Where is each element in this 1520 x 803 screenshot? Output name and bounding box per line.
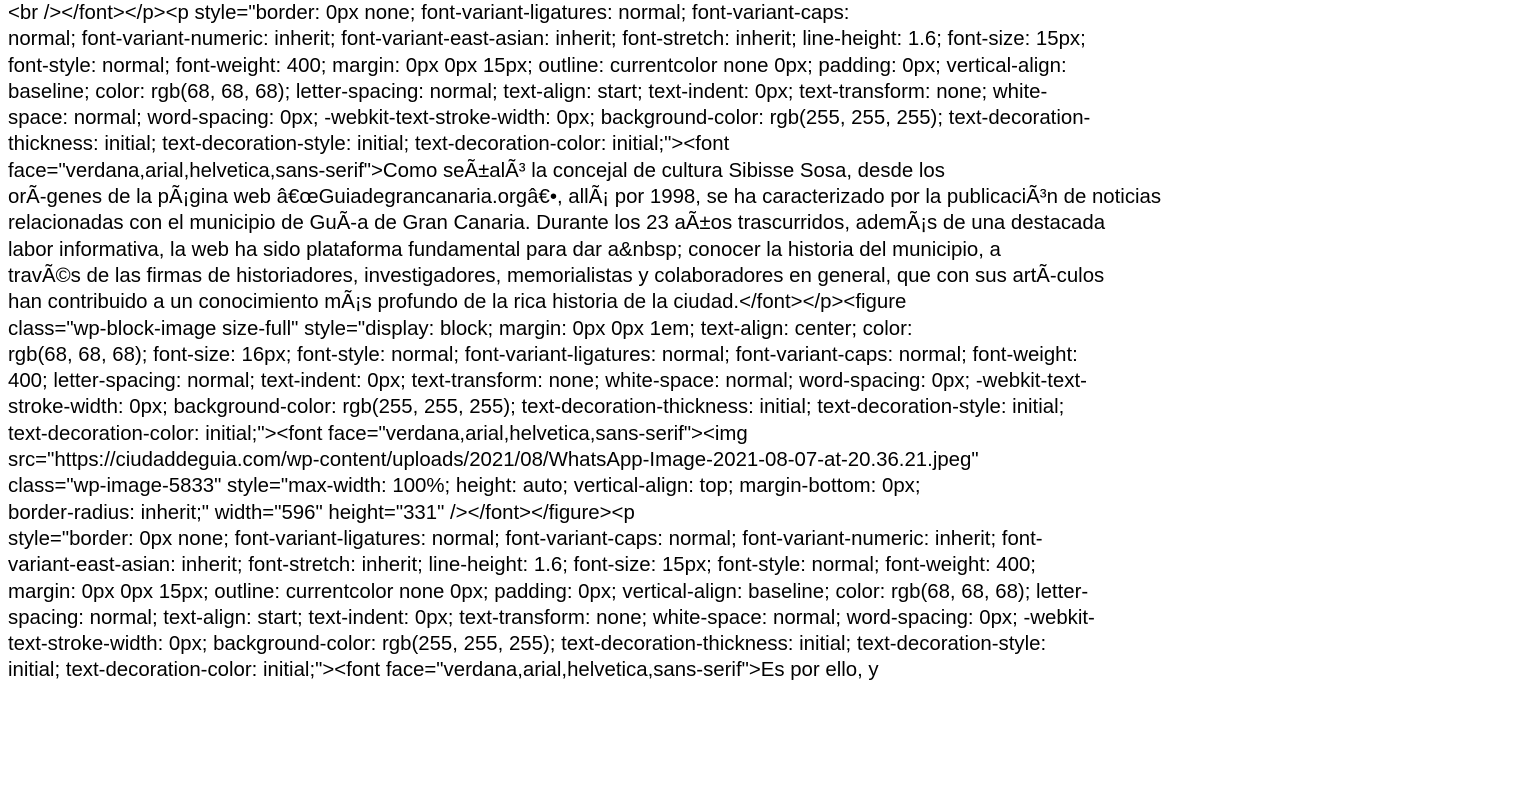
raw-html-source-text xyxy=(8,0,1520,684)
text-line: orÃ-genes de la pÃ¡gina web â€œGuiadegrancanaria.orgâ€•, allÃ¡ por 1998, se ha caracterizado por la publicaciÃ³n de noticias xyxy=(8,186,1162,209)
text-line: thickness: initial; text-decoration-style: initial; text-decoration-color: initial;"><font xyxy=(8,133,730,156)
text-line: border-radius: inherit;" width="596" height="331" /></font></figure><p xyxy=(8,501,635,524)
text-line: <br /></font></p><p style="border: 0px none; font-variant-ligatures: normal; font-variant-caps: xyxy=(8,2,850,24)
text-line: travÃ©s de las firmas de historiadores, investigadores, memorialistas y colaboradores en general, que con sus artÃ-culos xyxy=(8,264,1105,287)
text-line: src="https://ciudaddeguia.com/wp-content/uploads/2021/08/WhatsApp-Image-2021-08-07-at-20.36.21.jpeg" xyxy=(8,449,979,472)
text-line: variant-east-asian: inherit; font-stretch: inherit; line-height: 1.6; font-size: 15px; font-style: normal; font-weight: 400; xyxy=(8,554,1036,577)
text-line: style="border: 0px none; font-variant-ligatures: normal; font-variant-caps: normal; font-variant-numeric: inherit; font- xyxy=(8,527,1043,550)
text-line: labor informativa, la web ha sido plataforma fundamental para dar a&nbsp; conocer la historia del municipio, a xyxy=(8,238,1001,261)
text-line: 400; letter-spacing: normal; text-indent: 0px; text-transform: none; white-space: normal; word-spacing: 0px; -webkit-text- xyxy=(8,370,1087,393)
text-line: margin: 0px 0px 15px; outline: currentcolor none 0px; padding: 0px; vertical-align: baseline; color: rgb(68, 68, 68); letter- xyxy=(8,580,1089,603)
text-line: face="verdana,arial,helvetica,sans-serif">Como seÃ±alÃ³ la concejal de cultura Sibisse Sosa, desde los xyxy=(8,159,945,182)
text-line: han contribuido a un conocimiento mÃ¡s profundo de la rica historia de la ciudad.</font></p><figure xyxy=(8,291,907,314)
text-line: rgb(68, 68, 68); font-size: 16px; font-style: normal; font-variant-ligatures: normal; font-variant-caps: normal; font-weight: xyxy=(8,343,1078,366)
text-line: initial; text-decoration-color: initial;"><font face="verdana,arial,helvetica,sans-serif">Es por ello, y xyxy=(8,659,879,682)
text-line: class="wp-block-image size-full" style="display: block; margin: 0px 0px 1em; text-align: center; color: xyxy=(8,317,913,340)
text-line: stroke-width: 0px; background-color: rgb(255, 255, 255); text-decoration-thickness: initial; text-decoration-style: initial; xyxy=(8,396,1065,419)
text-line: class="wp-image-5833" style="max-width: 100%; height: auto; vertical-align: top; margin-bottom: 0px; xyxy=(8,475,921,498)
text-line: text-decoration-color: initial;"><font face="verdana,arial,helvetica,sans-serif"><img xyxy=(8,422,748,445)
text-line: relacionadas con el municipio de GuÃ-a de Gran Canaria. Durante los 23 aÃ±os trascurridos, ademÃ¡s de una destacada xyxy=(8,212,1106,235)
text-line: text-stroke-width: 0px; background-color: rgb(255, 255, 255); text-decoration-thickness: initial; text-decoration-style: xyxy=(8,633,1047,656)
text-line: normal; font-variant-numeric: inherit; font-variant-east-asian: inherit; font-stretch: inherit; line-height: 1.6; font-size: 15px; xyxy=(8,28,1086,51)
text-line: spacing: normal; text-align: start; text-indent: 0px; text-transform: none; white-space: normal; word-spacing: 0px; -webkit- xyxy=(8,606,1095,629)
text-line: space: normal; word-spacing: 0px; -webkit-text-stroke-width: 0px; background-color: rgb(255, 255, 255); text-decoration- xyxy=(8,107,1091,130)
text-line: baseline; color: rgb(68, 68, 68); letter-spacing: normal; text-align: start; text-indent: 0px; text-transform: none; white- xyxy=(8,80,1048,103)
text-line: font-style: normal; font-weight: 400; margin: 0px 0px 15px; outline: currentcolor none 0px; padding: 0px; vertical-align: xyxy=(8,54,1067,77)
